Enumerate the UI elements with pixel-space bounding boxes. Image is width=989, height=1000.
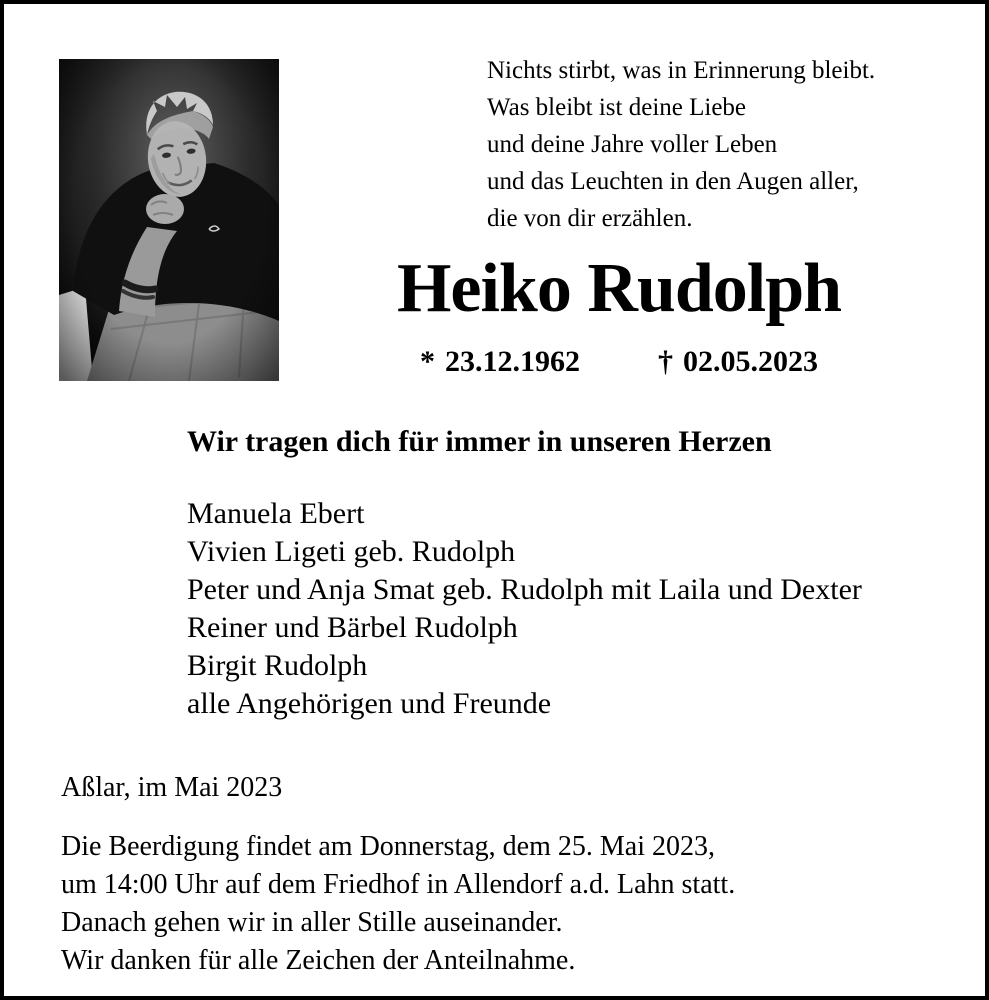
birth-date-value: 23.12.1962	[445, 345, 580, 378]
funeral-info-line: um 14:00 Uhr auf dem Friedhof in Allendorf a.d. Lahn statt.	[61, 869, 736, 900]
birth-date	[420, 345, 580, 379]
mourner-name: Manuela Ebert	[187, 497, 365, 530]
death-cross-symbol: †	[658, 345, 673, 378]
tribute-line: Wir tragen dich für immer in unseren Herzen	[187, 425, 772, 458]
portrait-photo-image	[59, 59, 279, 381]
life-dates	[284, 345, 954, 379]
funeral-info	[61, 828, 735, 980]
death-date-value: 02.05.2023	[683, 345, 818, 378]
portrait-photo	[59, 59, 279, 381]
funeral-info-line: Danach gehen wir in aller Stille auseinander.	[61, 907, 563, 938]
poem-line: Nichts stirbt, was in Erinnerung bleibt.	[487, 57, 876, 84]
funeral-info-line: Die Beerdigung findet am Donnerstag, dem 25. Mai 2023,	[61, 831, 715, 862]
poem-line: Was bleibt ist deine Liebe	[487, 94, 747, 121]
memorial-poem	[487, 52, 875, 237]
mourner-name: Peter und Anja Smat geb. Rudolph mit Laila und Dexter	[187, 573, 862, 606]
death-date	[658, 345, 818, 379]
poem-line: und deine Jahre voller Leben	[487, 131, 778, 158]
place-and-date: Aßlar, im Mai 2023	[61, 772, 283, 803]
mourner-name: Birgit Rudolph	[187, 649, 368, 682]
mourner-name: Reiner und Bärbel Rudolph	[187, 611, 518, 644]
funeral-info-line: Wir danken für alle Zeichen der Anteilnahme.	[61, 945, 576, 976]
poem-line: die von dir erzählen.	[487, 205, 693, 232]
poem-line: und das Leuchten in den Augen aller,	[487, 168, 859, 195]
birth-star-symbol: *	[420, 345, 435, 378]
mourner-name: alle Angehörigen und Freunde	[187, 687, 552, 720]
mourners-list	[187, 495, 862, 723]
mourner-name: Vivien Ligeti geb. Rudolph	[187, 535, 516, 568]
deceased-name: Heiko Rudolph	[396, 250, 842, 327]
